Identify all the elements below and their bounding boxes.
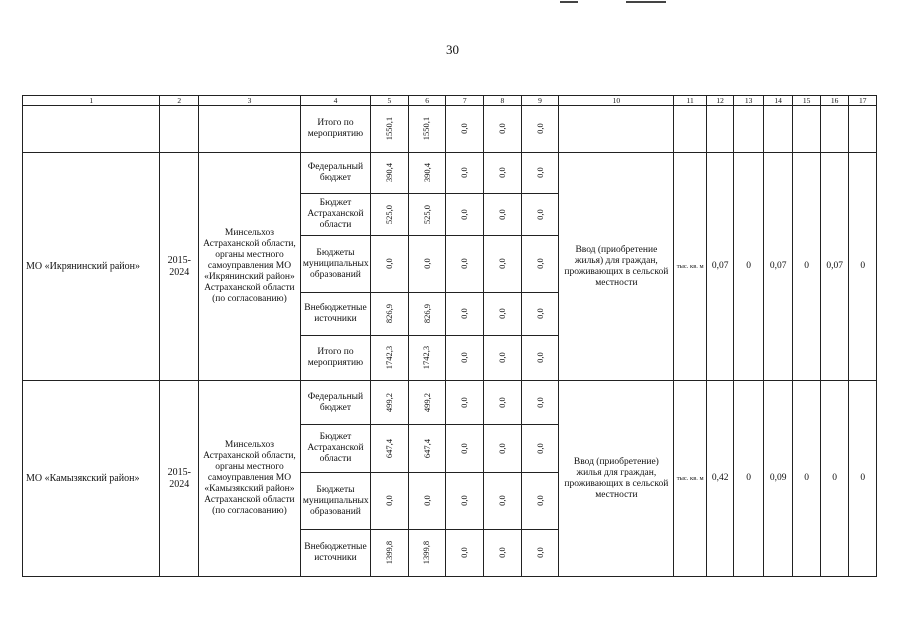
indicator-value: 0,42 <box>706 381 733 577</box>
value-cell: 0,0 <box>521 336 559 381</box>
indicator-cell: Ввод (приобретение) жилья для граждан, проживающих в сельской местности <box>559 381 674 577</box>
value-cell: 0,0 <box>371 473 409 530</box>
funding-source: Итого по мероприятию <box>300 106 370 153</box>
value-cell: 390,4 <box>371 153 409 194</box>
indicator-value: 0 <box>734 153 764 381</box>
value-cell: 0,0 <box>484 425 522 473</box>
unit-cell: тыс. кв. м <box>674 381 707 577</box>
municipality-cell: МО «Икрянинский район» <box>23 153 160 381</box>
value-cell: 1550,1 <box>371 106 409 153</box>
value-cell: 0,0 <box>446 473 484 530</box>
funding-source: Федеральный бюджет <box>300 381 370 425</box>
column-header: 12 <box>706 96 733 106</box>
empty-cell <box>559 106 674 153</box>
indicator-value: 0 <box>793 381 820 577</box>
empty-cell <box>160 106 199 153</box>
value-cell: 1742,3 <box>408 336 446 381</box>
indicator-value: 0,09 <box>763 381 793 577</box>
value-cell: 0,0 <box>484 293 522 336</box>
column-header: 9 <box>521 96 559 106</box>
executor-cell: Минсельхоз Астраханской области, органы местного самоуправления МО «Камызякский район» Астраханской области (по согласованию) <box>199 381 301 577</box>
indicator-value: 0,07 <box>820 153 849 381</box>
value-cell: 0,0 <box>408 473 446 530</box>
empty-cell <box>849 106 877 153</box>
column-header: 1 <box>23 96 160 106</box>
indicator-value: 0 <box>793 153 820 381</box>
value-cell: 0,0 <box>446 293 484 336</box>
program-table <box>22 95 877 577</box>
value-cell: 0,0 <box>371 236 409 293</box>
value-cell: 0,0 <box>484 336 522 381</box>
executor-cell: Минсельхоз Астраханской области, органы местного самоуправления МО «Икрянинский район» Астраханской области (по согласованию) <box>199 153 301 381</box>
column-header: 2 <box>160 96 199 106</box>
empty-cell <box>820 106 849 153</box>
value-cell: 0,0 <box>484 153 522 194</box>
column-header: 4 <box>300 96 370 106</box>
funding-source: Итого по мероприятию <box>300 336 370 381</box>
column-header: 7 <box>446 96 484 106</box>
column-header: 11 <box>674 96 707 106</box>
value-cell: 0,0 <box>446 336 484 381</box>
indicator-cell: Ввод (приобретение жилья) для граждан, проживающих в сельской местности <box>559 153 674 381</box>
value-cell: 0,0 <box>521 381 559 425</box>
top-scan-marks <box>560 0 690 4</box>
column-header: 13 <box>734 96 764 106</box>
value-cell: 0,0 <box>521 530 559 577</box>
column-header: 15 <box>793 96 820 106</box>
header-row <box>23 96 877 106</box>
empty-cell <box>199 106 301 153</box>
value-cell: 0,0 <box>521 293 559 336</box>
value-cell: 0,0 <box>484 194 522 236</box>
empty-cell <box>23 106 160 153</box>
value-cell: 0,0 <box>521 194 559 236</box>
value-cell: 0,0 <box>484 106 522 153</box>
page-number: 30 <box>446 42 459 57</box>
carryover-row <box>23 106 877 153</box>
empty-cell <box>674 106 707 153</box>
empty-cell <box>793 106 820 153</box>
table-row <box>23 381 877 425</box>
indicator-value: 0 <box>849 153 877 381</box>
value-cell: 0,0 <box>521 236 559 293</box>
value-cell: 826,9 <box>408 293 446 336</box>
value-cell: 0,0 <box>446 530 484 577</box>
funding-source: Федеральный бюджет <box>300 153 370 194</box>
value-cell: 525,0 <box>408 194 446 236</box>
value-cell: 525,0 <box>371 194 409 236</box>
value-cell: 647,4 <box>371 425 409 473</box>
column-header: 14 <box>763 96 793 106</box>
municipality-cell: МО «Камызякский район» <box>23 381 160 577</box>
funding-source: Бюджет Астраханской области <box>300 425 370 473</box>
value-cell: 499,2 <box>408 381 446 425</box>
value-cell: 0,0 <box>521 153 559 194</box>
unit-cell: тыс. кв. м <box>674 153 707 381</box>
funding-source: Бюджеты муниципальных образований <box>300 473 370 530</box>
value-cell: 0,0 <box>521 425 559 473</box>
value-cell: 0,0 <box>446 194 484 236</box>
value-cell: 1550,1 <box>408 106 446 153</box>
column-header: 16 <box>820 96 849 106</box>
value-cell: 0,0 <box>521 473 559 530</box>
funding-source: Внебюджетные источники <box>300 530 370 577</box>
indicator-value: 0 <box>734 381 764 577</box>
value-cell: 390,4 <box>408 153 446 194</box>
period-cell: 2015-2024 <box>160 381 199 577</box>
funding-source: Внебюджетные источники <box>300 293 370 336</box>
column-header: 17 <box>849 96 877 106</box>
column-header: 10 <box>559 96 674 106</box>
value-cell: 0,0 <box>408 236 446 293</box>
value-cell: 826,9 <box>371 293 409 336</box>
value-cell: 0,0 <box>484 236 522 293</box>
value-cell: 1742,3 <box>371 336 409 381</box>
value-cell: 0,0 <box>446 236 484 293</box>
funding-source: Бюджет Астраханской области <box>300 194 370 236</box>
indicator-value: 0,07 <box>706 153 733 381</box>
value-cell: 0,0 <box>446 153 484 194</box>
column-header: 3 <box>199 96 301 106</box>
value-cell: 0,0 <box>446 425 484 473</box>
value-cell: 1399,8 <box>371 530 409 577</box>
empty-cell <box>706 106 733 153</box>
value-cell: 0,0 <box>446 381 484 425</box>
value-cell: 0,0 <box>484 530 522 577</box>
indicator-value: 0,07 <box>763 153 793 381</box>
value-cell: 647,4 <box>408 425 446 473</box>
empty-cell <box>763 106 793 153</box>
value-cell: 0,0 <box>446 106 484 153</box>
value-cell: 0,0 <box>484 473 522 530</box>
indicator-value: 0 <box>849 381 877 577</box>
funding-source: Бюджеты муниципальных образований <box>300 236 370 293</box>
empty-cell <box>734 106 764 153</box>
period-cell: 2015-2024 <box>160 153 199 381</box>
column-header: 8 <box>484 96 522 106</box>
value-cell: 499,2 <box>371 381 409 425</box>
table-row <box>23 153 877 194</box>
column-header: 5 <box>371 96 409 106</box>
value-cell: 1399,8 <box>408 530 446 577</box>
value-cell: 0,0 <box>521 106 559 153</box>
value-cell: 0,0 <box>484 381 522 425</box>
column-header: 6 <box>408 96 446 106</box>
indicator-value: 0 <box>820 381 849 577</box>
